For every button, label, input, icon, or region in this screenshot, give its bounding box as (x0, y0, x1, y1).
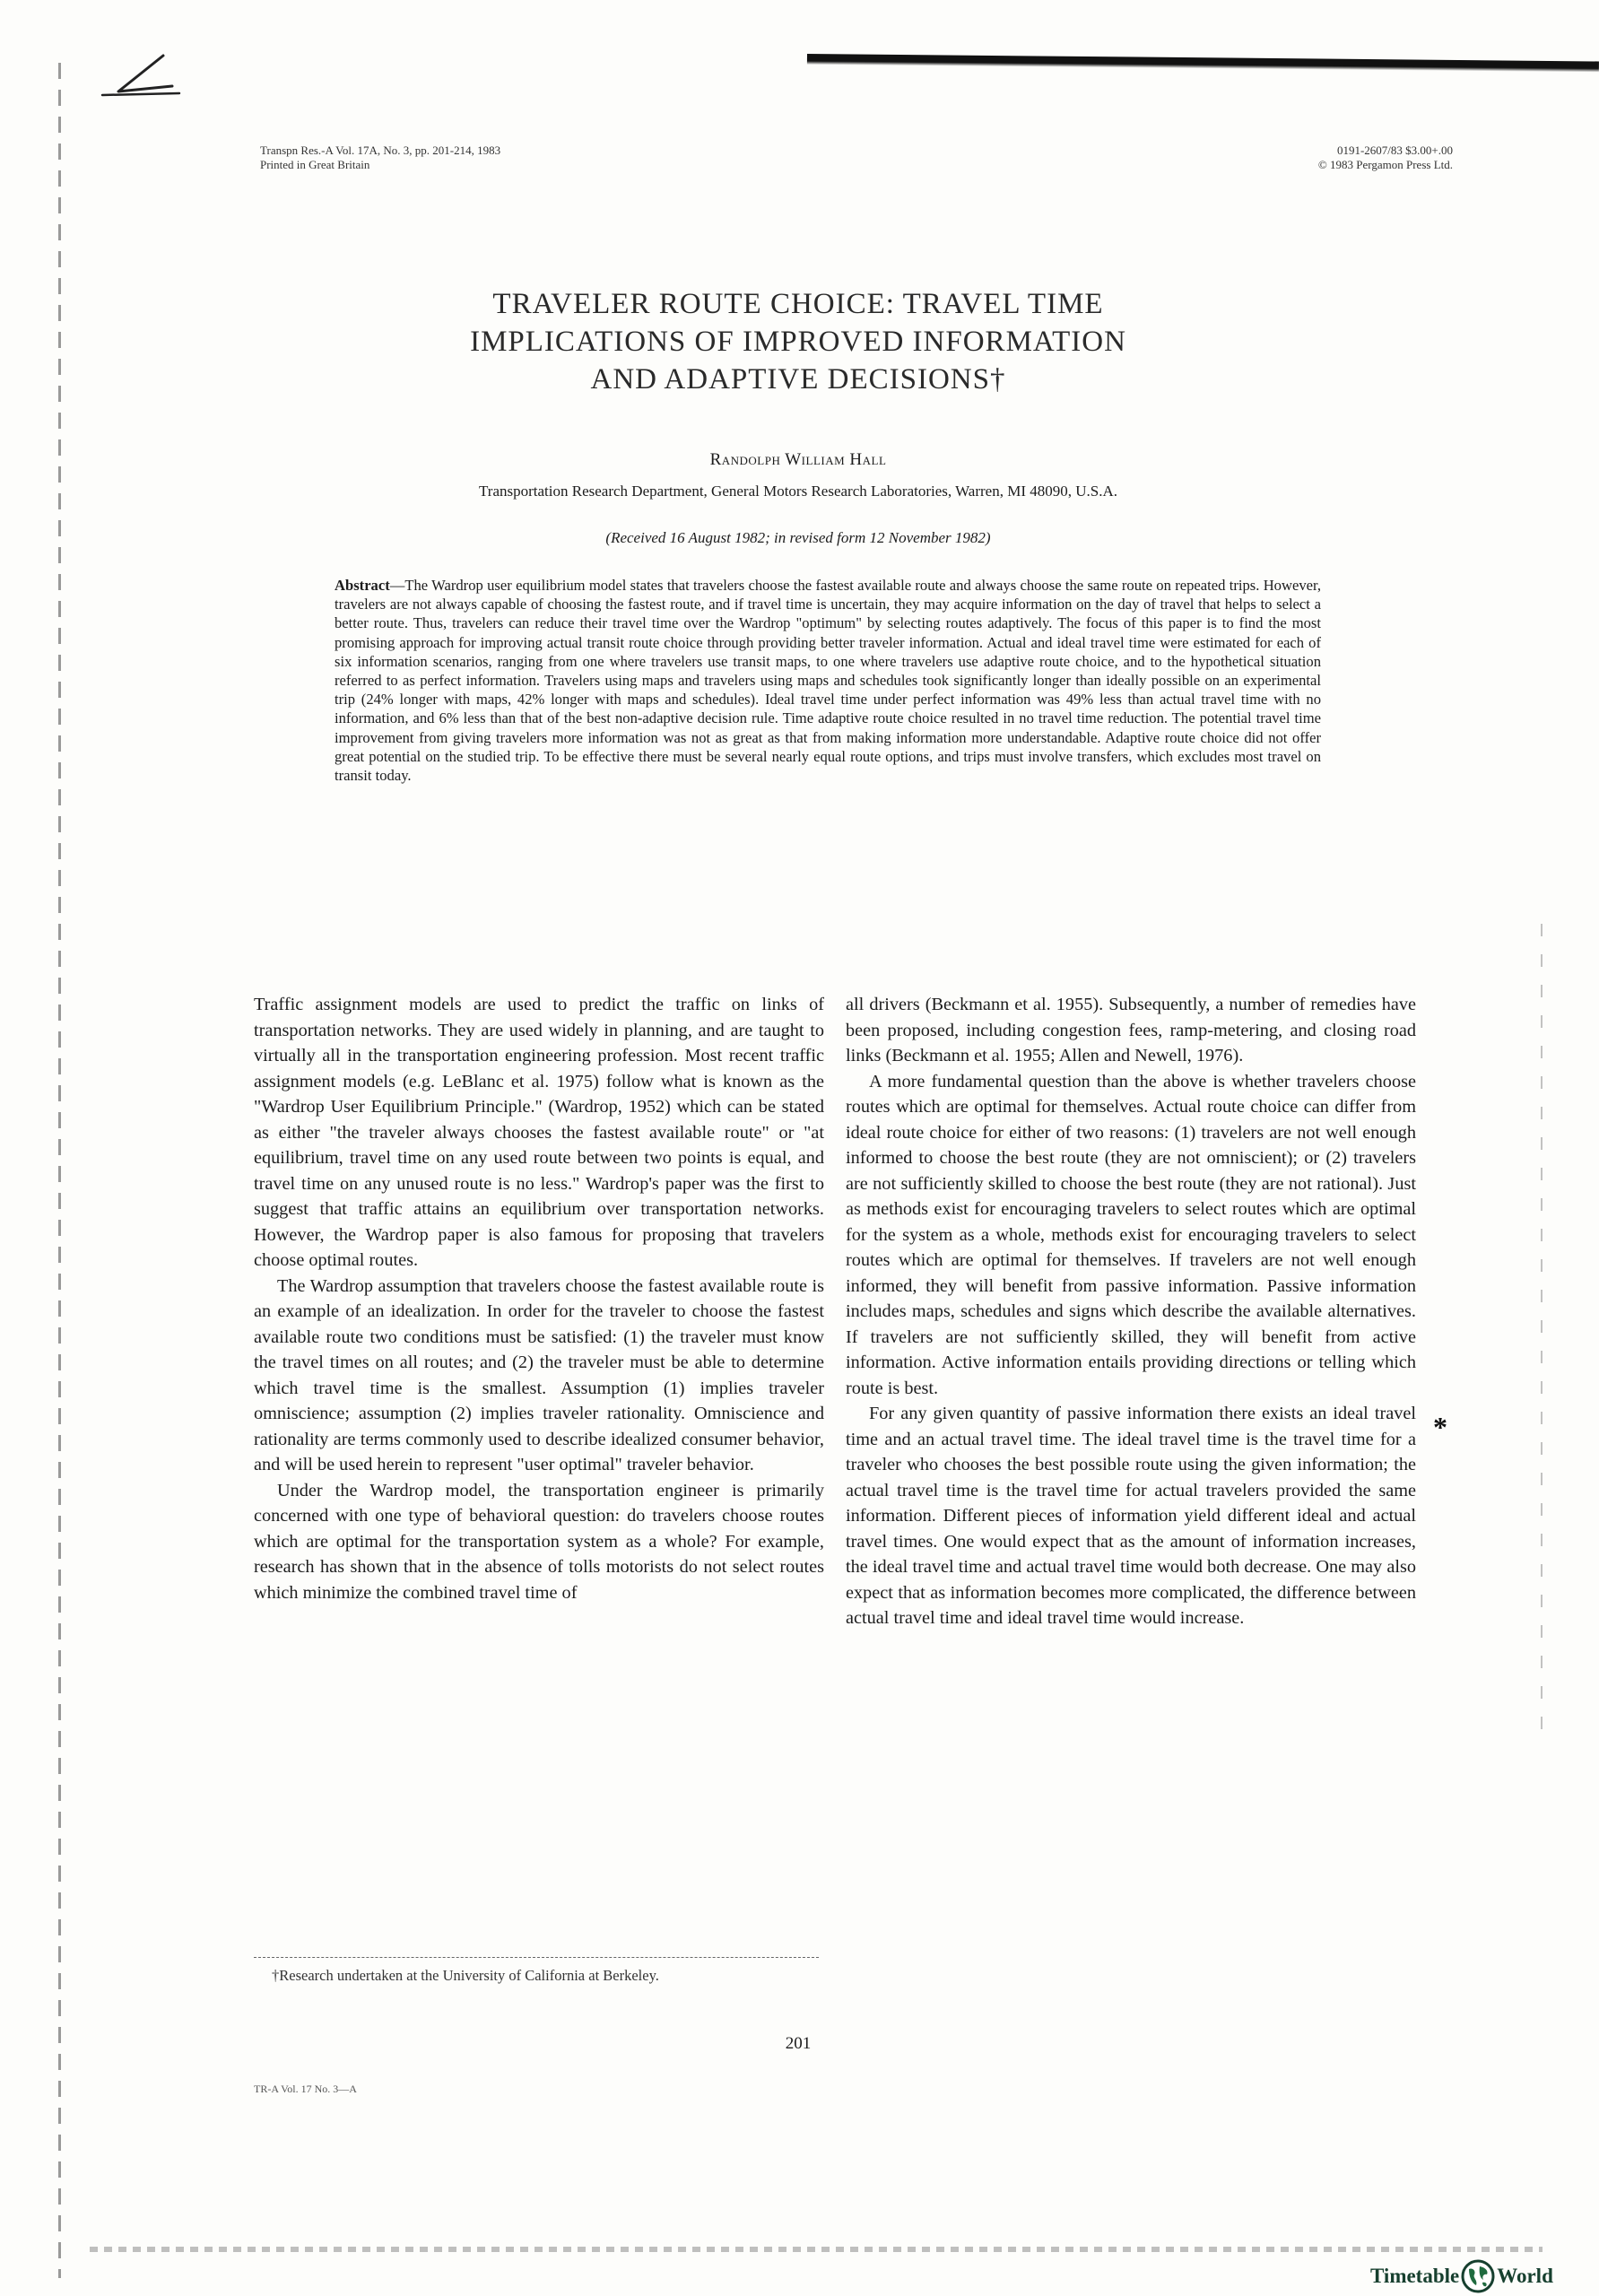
globe-icon (1460, 2258, 1496, 2294)
title-line: IMPLICATIONS OF IMPROVED INFORMATION (470, 326, 1126, 358)
abstract-text: —The Wardrop user equilibrium model states that travelers choose the fastest available route and always choose the same route on repeated trips. However, travelers are not always capable of choosing the fastest route, and if travel time is uncertain, they may acquire information on the day of travel that helps to select a better route. Thus, travelers can reduce their travel time over the Wardrop "optimum" by selecting routes adaptively. The focus of this paper is to find the most promising approach for improving actual transit route choice through providing better traveler information. Actual and ideal travel time were estimated for each of six information scenarios, ranging from one where travelers use transit maps, to one where travelers use adaptive route choice, and to the hypothetical situation referred to as perfect information. Travelers using maps and travelers using maps and schedules took significantly longer than ideally possible on an experimental trip (24% longer with maps, 42% longer with maps and schedules). Ideal travel time under perfect information was 49% less than actual travel time with no information, and 6% less than that of the best non-adaptive decision rule. Time adaptive route choice resulted in no travel time reduction. The potential travel time improvement from giving travelers more information was not as great as that from making information more understandable. Adaptive route choice did not offer great potential on the studied trip. To be effective there must be several nearly equal route options, and trips must involve transfers, which excludes most travel on transit today. (335, 577, 1321, 785)
body-right-column (846, 992, 1416, 1631)
body-paragraph: Traffic assignment models are used to predict the traffic on links of transportation networks. They are used widely in planning, and are taught to virtually all in the transportation engineering profession. Most recent traffic assignment models (e.g. LeBlanc et al. 1975) follow what is known as the "Wardrop User Equilibrium Principle." (Wardrop, 1952) which can be stated as either "the traveler always chooses the fastest available route" or "at equilibrium, travel time on any used route between two points is equal, and travel time on any unused route is no less." Wardrop's paper was the first to suggest that traffic attains an equilibrium over transportation networks. However, the Wardrop paper is also famous for proposing that travelers choose optimal routes. (254, 995, 824, 1270)
journal-citation-line: Transpn Res.-A Vol. 17A, No. 3, pp. 201-214, 1983 (260, 144, 501, 157)
article-title (305, 285, 1291, 398)
abstract-label: Abstract (335, 577, 390, 594)
author-affiliation: Transportation Research Department, General Motors Research Laboratories, Warren, MI 48090, U.S.A. (479, 483, 1117, 500)
journal-citation (260, 144, 500, 172)
received-date: (Received 16 August 1982; in revised form 12 November 1982) (605, 529, 991, 546)
copyright-line: © 1983 Pergamon Press Ltd. (1317, 158, 1453, 171)
scan-left-edge (58, 63, 61, 2278)
footnote-divider (254, 1957, 819, 1958)
abstract (335, 576, 1321, 785)
footnote: †Research undertaken at the University of California at Berkeley. (272, 1967, 659, 1984)
margin-star-mark: * (1433, 1411, 1447, 1443)
watermark-logo (1370, 2258, 1599, 2294)
page-number: 201 (785, 2034, 812, 2053)
handwritten-margin-mark (100, 52, 181, 106)
issn-line: 0191-2607/83 $3.00+.00 (1336, 144, 1453, 157)
title-line: AND ADAPTIVE DECISIONS† (590, 363, 1006, 396)
body-paragraph: A more fundamental question than the above is whether travelers choose routes which are optimal for themselves. Actual route choice can differ from ideal route choice for either of two reasons: (1) travelers are not well enough informed to choose the best route (they are not omniscient); or (2) travelers are not sufficiently skilled to choose the best route (they are not rational). Just as methods exist for encouraging travelers to select routes which are optimal for the system as a whole, methods exist for encouraging travelers to select routes which are optimal for themselves. If travelers are not well enough informed, they will benefit from passive information. Passive information includes maps, schedules and signs which describe the available alternatives. If travelers are not sufficiently skilled, they will benefit from active information. Active information entails providing directions or telling which route is best. (846, 1071, 1416, 1398)
body-left-column (254, 992, 824, 1605)
watermark-text-left: Timetable (1370, 2265, 1460, 2287)
volume-code: TR-A Vol. 17 No. 3—A (254, 2083, 357, 2095)
scan-right-edge (1541, 924, 1543, 1731)
scan-bottom-edge (90, 2247, 1543, 2252)
author-name: Randolph William Hall (709, 450, 887, 469)
body-paragraph: all drivers (Beckmann et al. 1955). Subsequently, a number of remedies have been proposed, including congestion fees, ramp-metering, and closing road links (Beckmann et al. 1955; Allen and Newell, 1976). (846, 995, 1416, 1065)
body-paragraph: For any given quantity of passive information there exists an ideal travel time and an actual travel time. The ideal travel time is the travel time for a traveler who chooses the best possible route using the given information; the actual travel time is the travel time for actual travelers provided the same information. Different pieces of information yield different ideal and actual travel times. One would expect that as the amount of information increases, the ideal travel time and actual travel time would both decrease. One may also expect that as information becomes more complicated, the difference between actual travel time and ideal travel time would increase. (846, 1404, 1416, 1628)
watermark-text-right: World (1497, 2265, 1553, 2287)
issn-block (1238, 144, 1453, 172)
body-paragraph: The Wardrop assumption that travelers choose the fastest available route is an example of an idealization. In order for the traveler to choose the fastest available route two conditions must be satisfied: (1) the traveler must know the travel times on all routes; and (2) the traveler must be able to determine which travel time is the smallest. Assumption (1) implies traveler omniscience; assumption (2) implies traveler rationality. Omniscience and rationality are terms commonly used to describe idealized consumer behavior, and will be used herein to represent "user optimal" traveler behavior. (254, 1275, 824, 1474)
title-line: TRAVELER ROUTE CHOICE: TRAVEL TIME (492, 288, 1104, 320)
body-paragraph: Under the Wardrop model, the transportation engineer is primarily concerned with one type of behavioral question: do travelers choose routes which are optimal for the transportation system as a whole? For example, research has shown that in the absence of tolls motorists do not select routes which minimize the combined travel time of (254, 1480, 824, 1603)
journal-printed-line: Printed in Great Britain (260, 158, 370, 171)
